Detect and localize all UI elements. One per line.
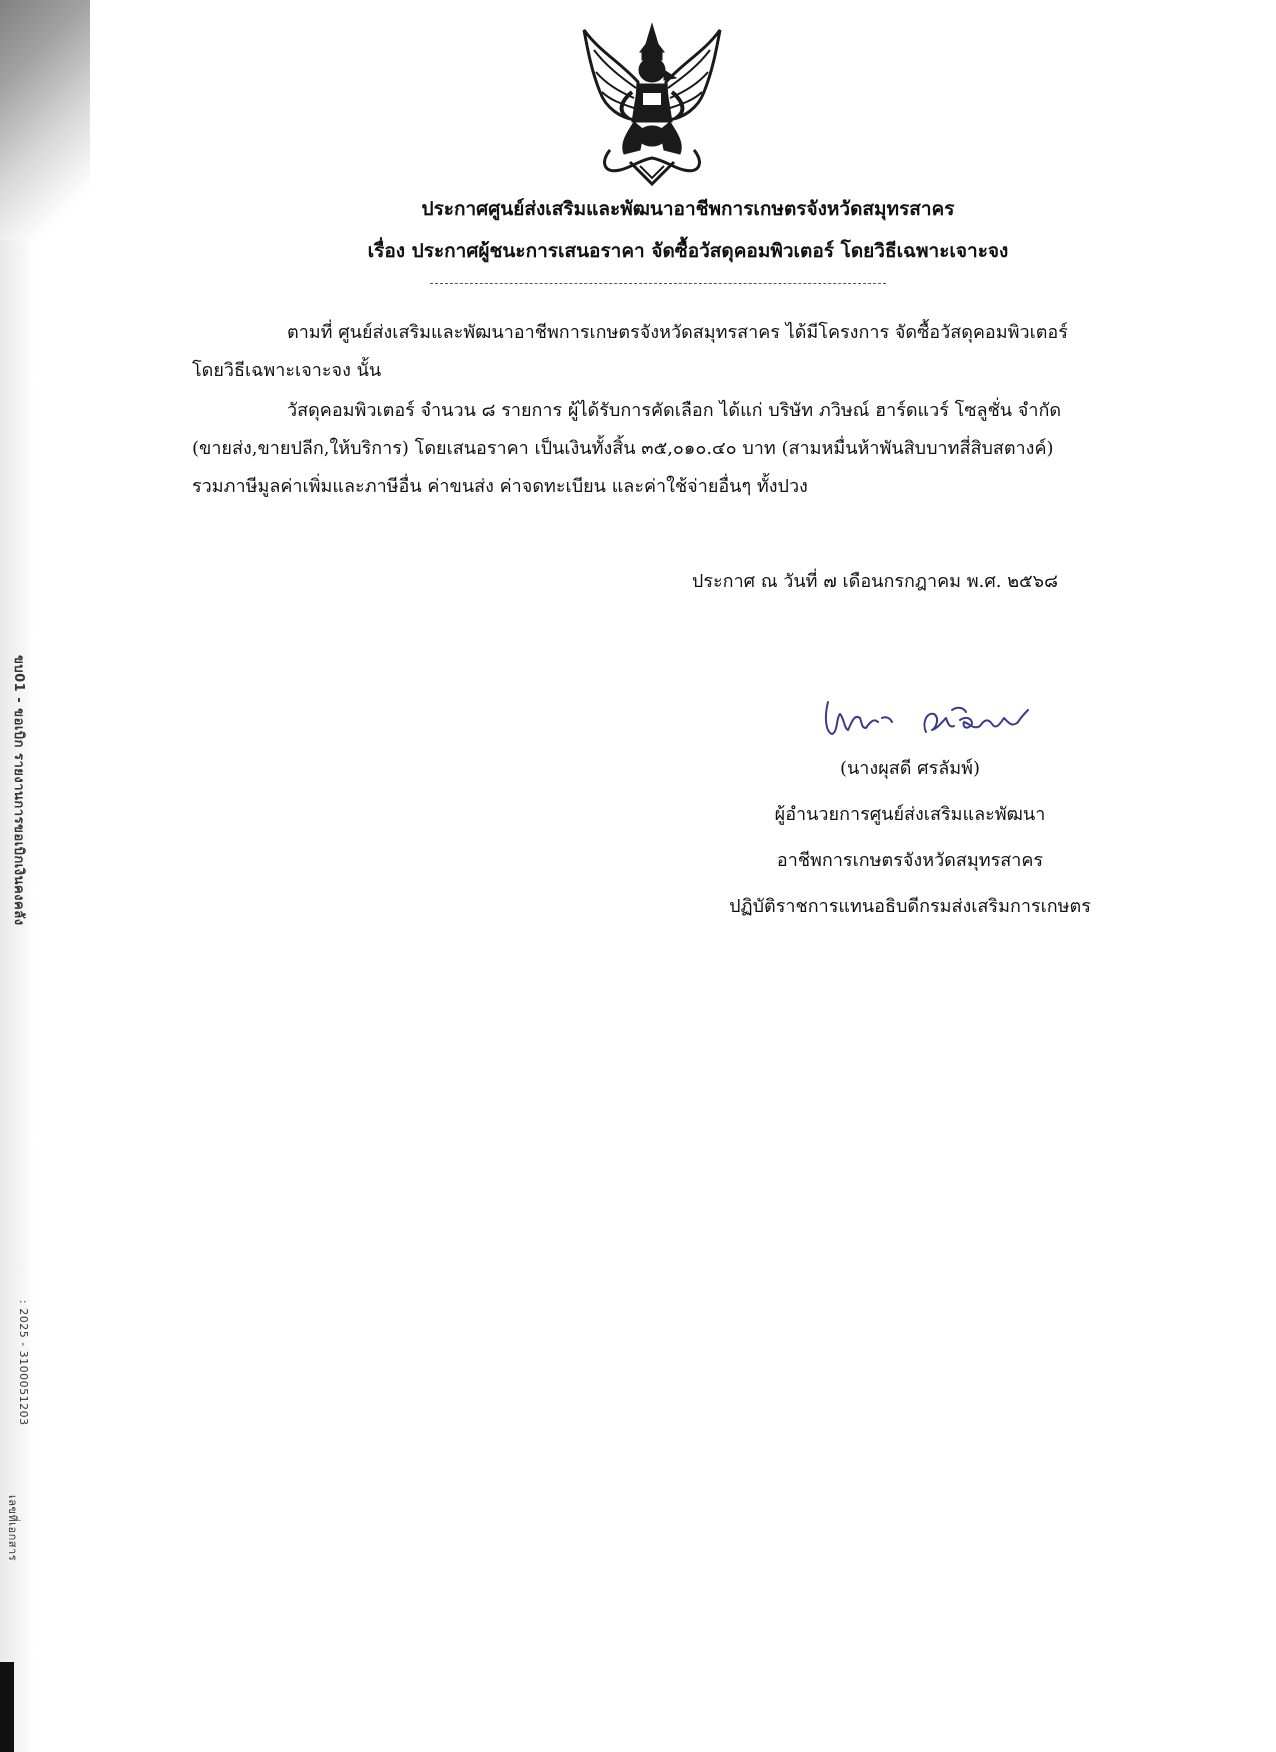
signatory-position-line-2: อาชีพการเกษตรจังหวัดสมุทรสาคร [776,850,1044,871]
paragraph-1 [192,314,1122,390]
document-title: ประกาศศูนย์ส่งเสริมและพัฒนาอาชีพการเกษตรจังหวัดสมุทรสาคร [421,198,955,220]
handwritten-signature [822,688,1032,744]
paragraph-2-line-2: (ขายส่ง,ขายปลีก,ให้บริการ) โดยเสนอราคา เป็นเงินทั้งสิ้น ๓๕,๐๑๐.๔๐ บาท (สามหมื่นห้าพันสิบบาทสี่สิบสตางค์) [192,438,1054,459]
paragraph-2 [192,392,1122,506]
signatory-name: (นางผุสดี ศรลัมพ์) [839,758,981,779]
paragraph-2-line-3: รวมภาษีมูลค่าเพิ่มและภาษีอื่น ค่าขนส่ง ค่าจดทะเบียน และค่าใช้จ่ายอื่นๆ ทั้งปวง [192,476,808,497]
paragraph-1-line-1: ตามที่ ศูนย์ส่งเสริมและพัฒนาอาชีพการเกษตรจังหวัดสมุทรสาคร ได้มีโครงการ จัดซื้อวัสดุคอมพิวเตอร์ [287,322,1068,343]
announcement-date: ประกาศ ณ วันที่ ๗ เดือนกรกฎาคม พ.ศ. ๒๕๖๘ [691,571,1058,592]
signatory-position-line-1: ผู้อำนวยการศูนย์ส่งเสริมและพัฒนา [774,804,1046,825]
scan-corner-mark [0,1662,14,1752]
paragraph-2-line-1: วัสดุคอมพิวเตอร์ จำนวน ๘ รายการ ผู้ได้รับการคัดเลือก ได้แก่ บริษัท ภวิษณ์ ฮาร์ดแวร์ โซลูชั่น จำกัด [287,400,1062,421]
document-subject: เรื่อง ประกาศผู้ชนะการเสนอราคา จัดซื้อวัสดุคอมพิวเตอร์ โดยวิธีเฉพาะเจาะจง [367,240,1009,262]
garuda-emblem-icon [580,22,725,192]
title-divider [430,283,886,284]
signatory-position-line-3: ปฏิบัติราชการแทนอธิบดีกรมส่งเสริมการเกษตร [729,896,1091,917]
margin-text-3: เลขที่เอกสาร [6,1495,19,1562]
paragraph-1-line-2: โดยวิธีเฉพาะเจาะจง นั้น [192,360,382,381]
margin-text-1: ขบ01 - ขอเบิก รายงานการขอเบิกเงินคงคลัง [11,655,26,926]
margin-text-2: : 2025 - 3100051203 [17,1300,30,1426]
